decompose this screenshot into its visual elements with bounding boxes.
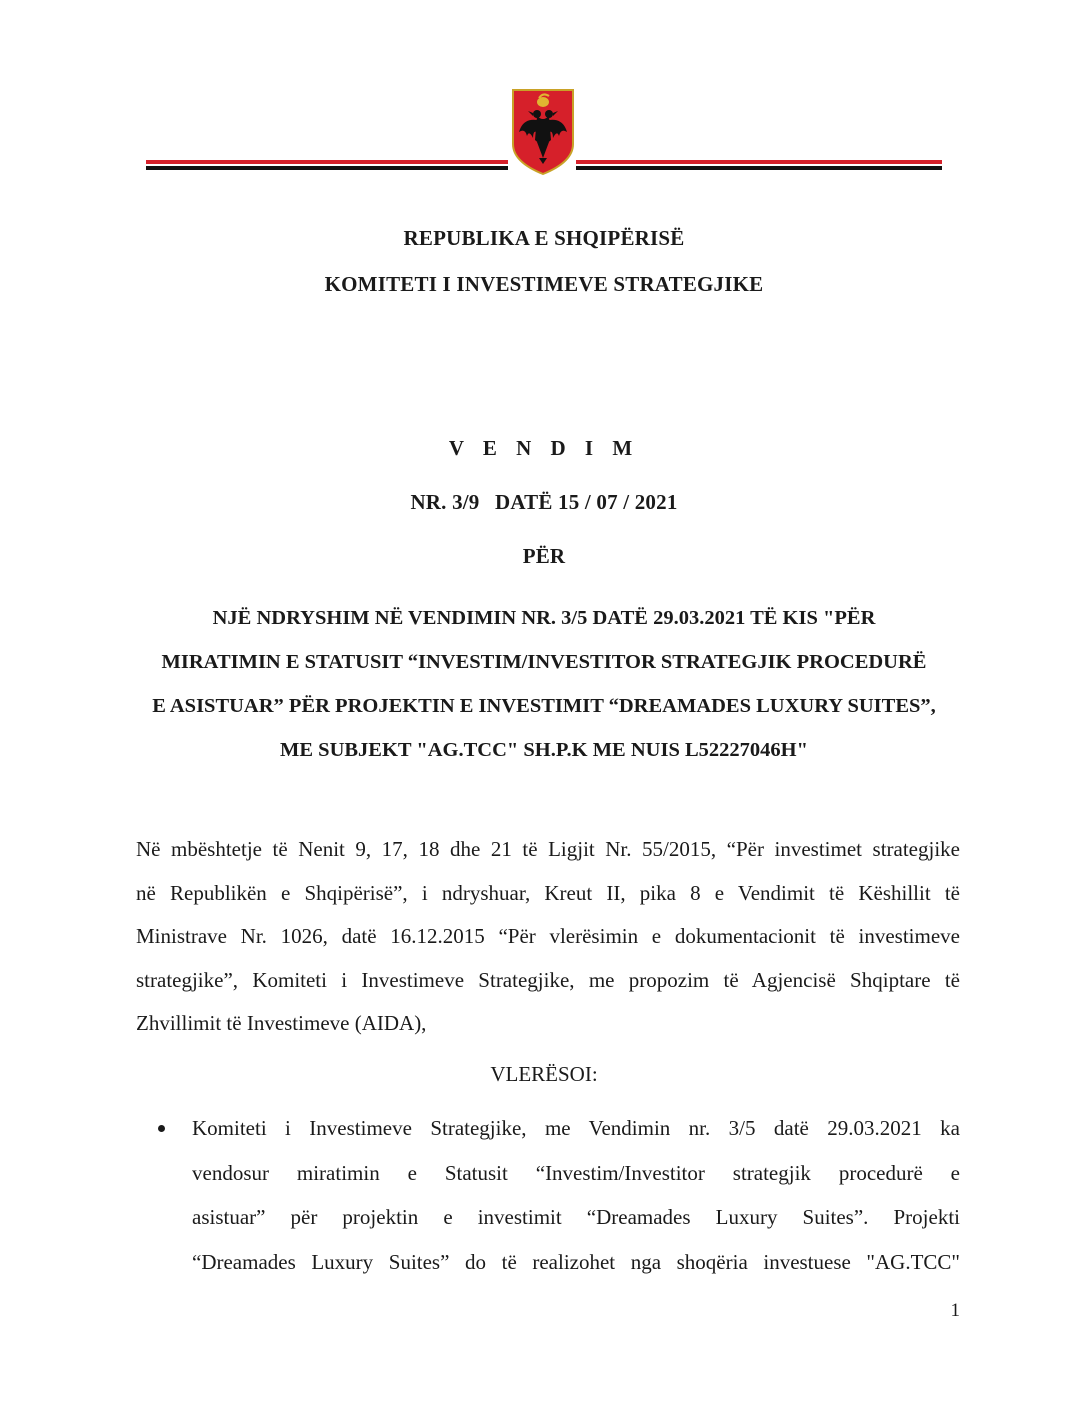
decision-number-date <box>0 490 1088 515</box>
section-vleresoi: VLERËSOI: <box>490 1062 598 1086</box>
title-line: E ASISTUAR” PËR PROJEKTIN E INVESTIMIT “DREAMADES LUXURY SUITES”, <box>152 695 936 717</box>
header-rule-left <box>146 160 508 170</box>
title-line: NJË NDRYSHIM NË VENDIMIN NR. 3/5 DATË 29.03.2021 TË KIS "PËR <box>212 607 876 629</box>
legal-basis-paragraph <box>136 828 960 1046</box>
page-number: 1 <box>950 1300 960 1321</box>
bullet-icon <box>158 1125 165 1132</box>
date-year: 2021 <box>634 490 678 514</box>
date-separator: / <box>623 490 630 514</box>
bullet-line: vendosur miratimin e Statusit “Investim/Investitor strategjik procedurë e <box>192 1160 960 1185</box>
heading-committee: KOMITETI I INVESTIMEVE STRATEGJIKE <box>324 272 764 296</box>
heading-republic: REPUBLIKA E SHQIPËRISË <box>403 226 685 250</box>
paragraph-line: Ministrave Nr. 1026, datë 16.12.2015 “Për vlerësimin e dokumentacionit të investimeve <box>136 924 960 948</box>
date-separator: / <box>584 490 591 514</box>
albanian-coat-of-arms-icon <box>509 88 577 176</box>
bullet-line: asistuar” për projektin e investimit “Dreamades Luxury Suites”. Projekti <box>192 1205 960 1229</box>
paragraph-line: Zhvillimit të Investimeve (AIDA), <box>136 1011 427 1035</box>
heading-per: PËR <box>522 544 566 568</box>
bullet-line: “Dreamades Luxury Suites” do të realizohet nga shoqëria investuese "AG.TCC" <box>192 1249 960 1274</box>
paragraph-line: në Republikën e Shqipërisë”, i ndryshuar, Kreut II, pika 8 e Vendimit të Këshillit të <box>136 880 960 905</box>
paragraph-line: strategjike”, Komiteti i Investimeve Strategjike, me propozim të Agjencisë Shqiptare të <box>136 967 960 992</box>
bullet-text <box>192 1106 960 1284</box>
decision-number: NR. 3/9 <box>410 490 480 514</box>
heading-vendim: V E N D I M <box>448 436 640 460</box>
bullet-line: Komiteti i Investimeve Strategjike, me Vendimin nr. 3/5 datë 29.03.2021 ka <box>192 1116 960 1140</box>
header-rule-right <box>576 160 942 170</box>
paragraph-line: Në mbështetje të Nenit 9, 17, 18 dhe 21 të Ligjit Nr. 55/2015, “Për investimet strategjike <box>136 837 960 861</box>
title-line: MIRATIMIN E STATUSIT “INVESTIM/INVESTITOR STRATEGJIK PROCEDURË <box>161 651 927 673</box>
date-day: 15 <box>558 490 580 514</box>
date-label: DATË <box>494 490 553 514</box>
date-month: 07 <box>596 490 618 514</box>
title-line: ME SUBJEKT "AG.TCC" SH.P.K ME NUIS L52227046H" <box>280 739 808 761</box>
decision-title <box>110 596 978 772</box>
